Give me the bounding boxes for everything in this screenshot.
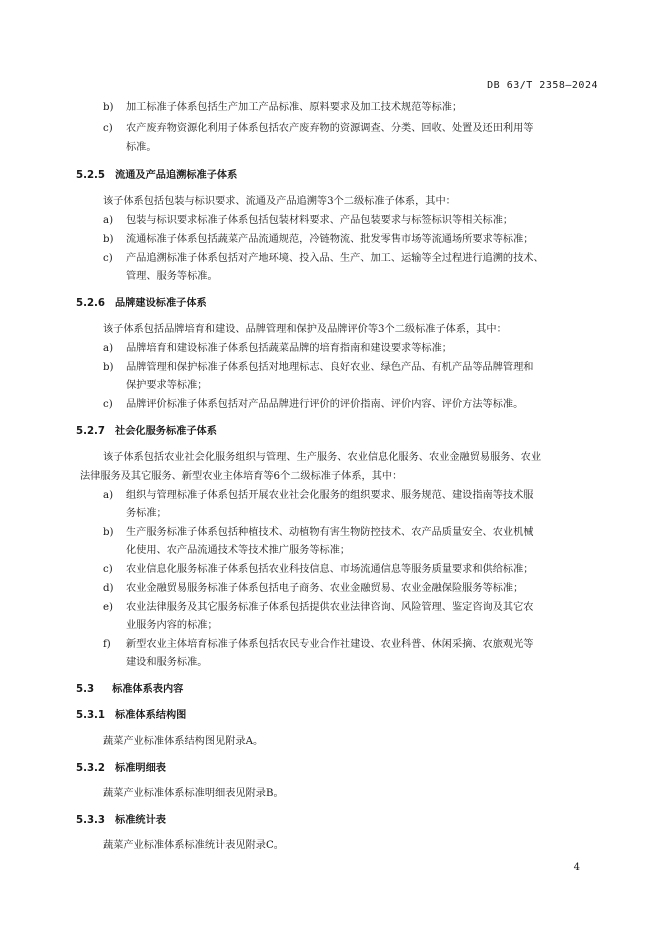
list-label: b) (103, 234, 114, 245)
list-item-text: 农业金融贸易服务标准子体系包括电子商务、农业金融贸易、农业金融保险服务等标准； (126, 583, 524, 594)
section-number: 5.3.2 (76, 763, 106, 774)
list-label: c) (103, 399, 113, 410)
list-item-text: 农产废弃物资源化利用子体系包括农产废弃物的资源调查、分类、回收、处置及还田利用等 (126, 123, 534, 134)
list-item-text: 务标准； (126, 508, 167, 519)
section-number: 5.3.1 (76, 710, 106, 721)
list-item-text: 建设和服务标准。 (126, 657, 208, 668)
list-item-text: 管理、服务等标准。 (126, 271, 218, 282)
list-label: a) (103, 343, 114, 354)
section-number: 5.3 (76, 684, 95, 695)
list-label: a) (103, 215, 114, 226)
list-item-text: 加工标准子体系包括生产加工产品标准、原料要求及加工技术规范等标准； (126, 102, 463, 113)
list-item-text: 品牌培育和建设标准子体系包括蔬菜品牌的培育指南和建设要求等标准； (126, 343, 452, 354)
page-number: 4 (573, 862, 580, 873)
section-heading-5-3 (76, 681, 183, 699)
list-item-text: 标准。 (126, 142, 157, 153)
list-item-text: 组织与管理标准子体系包括开展农业社会化服务的组织要求、服务规范、建设指南等技术服 (126, 490, 534, 501)
paragraph: 该子体系包括农业社会化服务组织与管理、生产服务、农业信息化服务、农业金融贸易服务、农业 (103, 452, 542, 463)
section-number: 5.2.7 (76, 426, 106, 437)
section-title: 流通及产品追溯标准子体系 (115, 170, 238, 181)
list-label: d) (103, 583, 114, 594)
section-heading-5-3-2 (76, 760, 166, 778)
section-title: 品牌建设标准子体系 (115, 298, 207, 309)
list-item-text: 品牌管理和保护标准子体系包括对地理标志、良好农业、绿色产品、有机产品等品牌管理和 (126, 362, 534, 373)
list-item-text: 新型农业主体培育标准子体系包括农民专业合作社建设、农业科普、休闲采摘、农旅观光等 (126, 639, 534, 650)
list-item-text: 农业信息化服务标准子体系包括农业科技信息、市场流通信息等服务质量要求和供给标准； (126, 564, 534, 575)
list-label: a) (103, 490, 114, 501)
list-item-text: 品牌评价标准子体系包括对产品品牌进行评价的评价指南、评价内容、评价方法等标准。 (126, 399, 524, 410)
section-number: 5.3.3 (76, 815, 106, 826)
section-title: 标准统计表 (115, 815, 166, 826)
list-item-text: 农业法律服务及其它服务标准子体系包括提供农业法律咨询、风险管理、鉴定咨询及其它农 (126, 602, 534, 613)
paragraph: 蔬菜产业标准体系标准明细表见附录B。 (103, 788, 284, 799)
list-label: c) (103, 123, 113, 134)
list-item-text: 生产服务标准子体系包括种植技术、动植物有害生物防控技术、农产品质量安全、农业机械 (126, 527, 534, 538)
list-label: e) (103, 602, 114, 613)
paragraph: 蔬菜产业标准体系标准统计表见附录C。 (103, 840, 284, 851)
paragraph: 该子体系包括品牌培育和建设、品牌管理和保护及品牌评价等3个二级标准子体系，其中： (103, 324, 507, 335)
paragraph: 该子体系包括包装与标识要求、流通及产品追溯等3个二级标准子体系，其中： (103, 196, 456, 207)
section-number: 5.2.6 (76, 298, 106, 309)
list-label: b) (103, 102, 114, 113)
list-label: c) (103, 253, 113, 264)
document-code: DB 63/T 2358—2024 (487, 80, 598, 91)
list-item-text: 产品追溯标准子体系包括对产地环境、投入品、生产、加工、运输等全过程进行追溯的技术、 (126, 253, 544, 264)
list-label: b) (103, 362, 114, 373)
section-title: 标准明细表 (115, 763, 166, 774)
list-label: f) (103, 639, 111, 650)
section-heading-5-2-7 (76, 423, 217, 441)
section-heading-5-2-6 (76, 295, 207, 313)
section-heading-5-3-3 (76, 812, 166, 830)
list-label: b) (103, 527, 114, 538)
section-title: 标准体系表内容 (112, 684, 184, 695)
section-number: 5.2.5 (76, 170, 106, 181)
section-heading-5-3-1 (76, 707, 186, 725)
list-item-text: 保护要求等标准； (126, 380, 208, 391)
section-title: 标准体系结构图 (115, 710, 187, 721)
section-heading-5-2-5 (76, 167, 237, 185)
paragraph: 法律服务及其它服务、新型农业主体培育等6个二级标准子体系，其中： (80, 471, 403, 482)
list-item-text: 业服务内容的标准； (126, 620, 218, 631)
list-item-text: 包装与标识要求标准子体系包括包装材料要求、产品包装要求与标签标识等相关标准； (126, 215, 514, 226)
list-label: c) (103, 564, 113, 575)
paragraph: 蔬菜产业标准体系结构图见附录A。 (103, 736, 264, 747)
list-item-text: 化使用、农产品流通技术等技术推广服务等标准； (126, 545, 351, 556)
section-title: 社会化服务标准子体系 (115, 426, 217, 437)
list-item-text: 流通标准子体系包括蔬菜产品流通规范，冷链物流、批发零售市场等流通场所要求等标准； (126, 234, 534, 245)
